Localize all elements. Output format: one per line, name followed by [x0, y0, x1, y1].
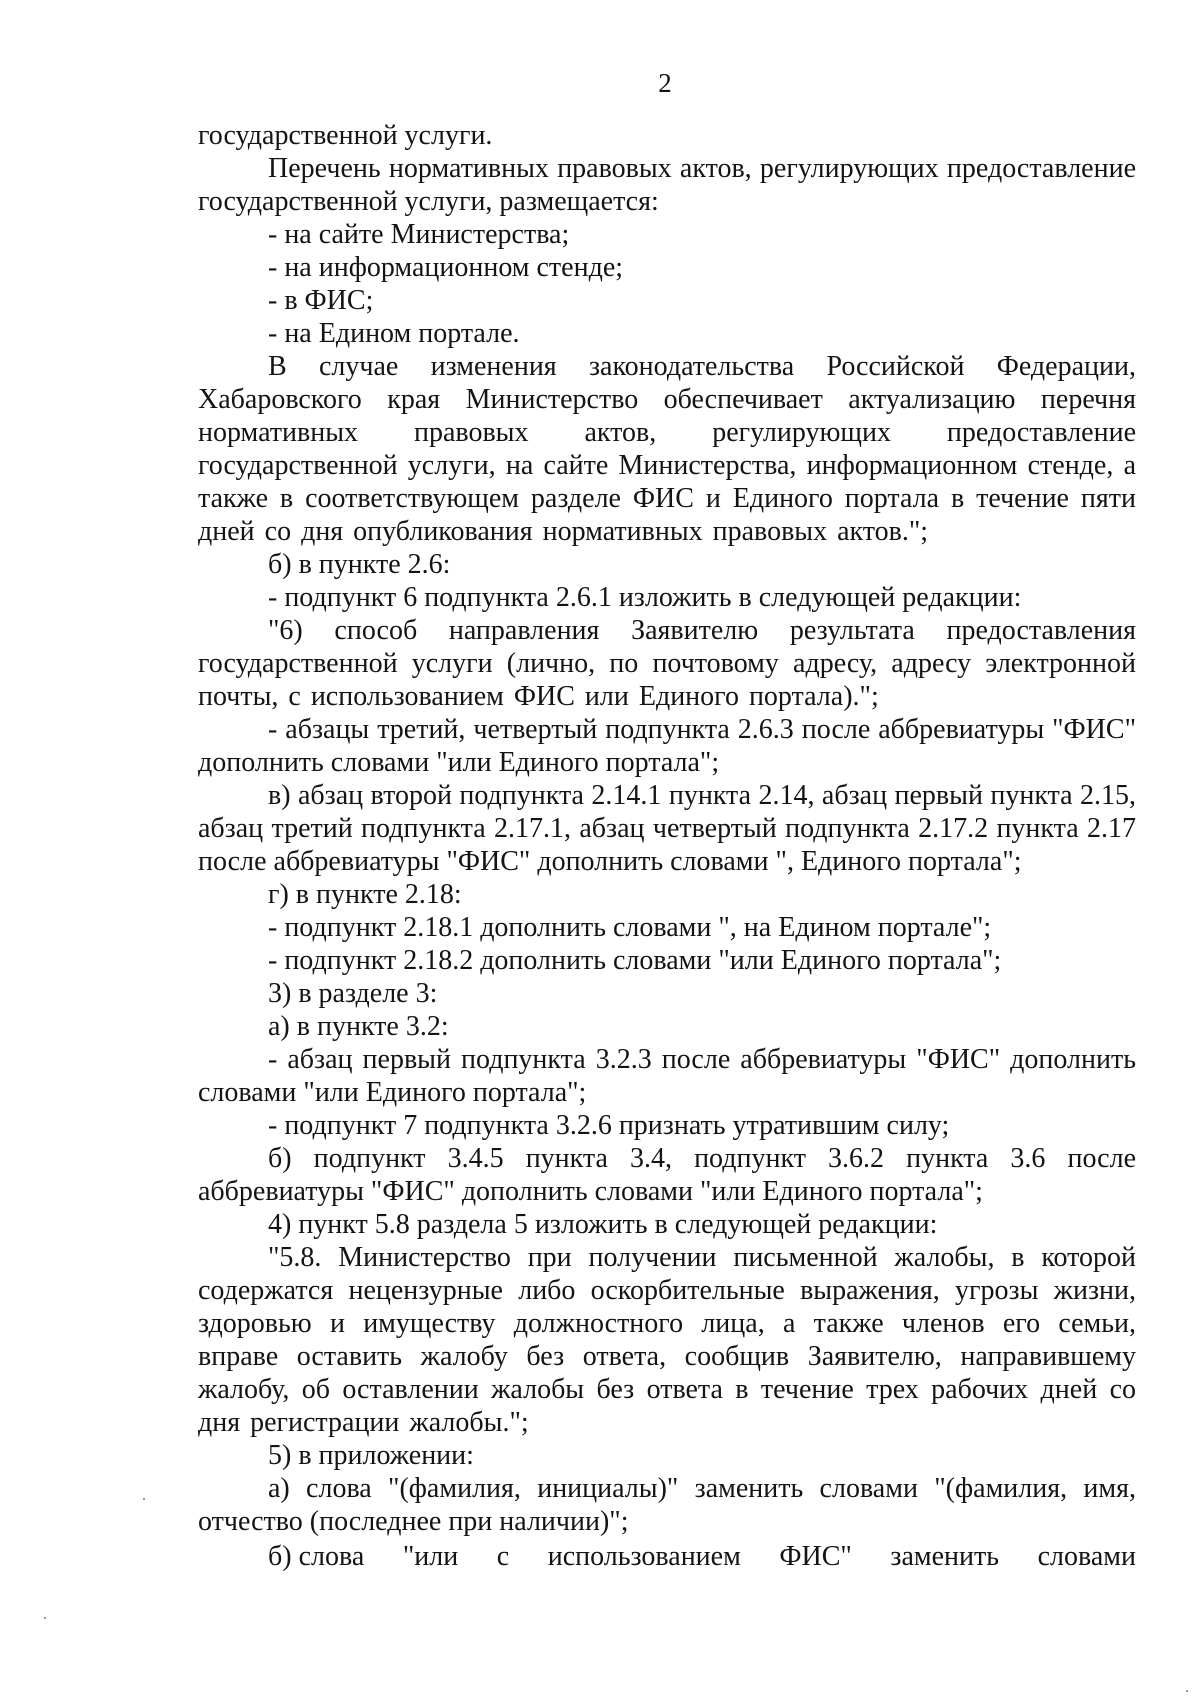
page-number: 2 [658, 68, 672, 98]
paragraph: 3) в разделе 3: [268, 978, 438, 1009]
paragraph: б) подпункт 3.4.5 пункта 3.4, подпункт 3.6.2 пункта 3.6 после аббревиатуры "ФИС" дополнить словами "или Единого портала"; [198, 1143, 1136, 1207]
paragraph: Перечень нормативных правовых актов, регулирующих предоставление государственной услуги, размещается: [198, 153, 1136, 217]
paragraph: 5) в приложении: [268, 1440, 474, 1471]
paragraph: - подпункт 2.18.1 дополнить словами ", на Едином портале"; [268, 912, 992, 943]
paragraph: а) в пункте 3.2: [268, 1011, 449, 1042]
paragraph: г) в пункте 2.18: [268, 879, 462, 910]
paragraph: 4) пункт 5.8 раздела 5 изложить в следующей редакции: [268, 1209, 938, 1240]
list-item: - на сайте Министерства; [268, 219, 570, 250]
paragraph: - абзац первый подпункта 3.2.3 после аббревиатуры "ФИС" дополнить словами "или Единого портала"; [198, 1044, 1136, 1108]
word: словами [1037, 1541, 1136, 1572]
scan-speck [143, 1498, 145, 1500]
paragraph: В случае изменения законодательства Российской Федерации, Хабаровского края Министерство обеспечивает актуализацию перечня нормативных правовых актов, регулирующих предоставление государственной услуги, на сайте Министерства, информационном стенде, а также в соответствующем разделе ФИС и Единого портала в течение пяти дней со дня опубликования нормативных правовых актов."; [198, 351, 1136, 547]
word: б) слова [268, 1541, 365, 1572]
paragraph: - подпункт 6 подпункта 2.6.1 изложить в следующей редакции: [268, 582, 1022, 613]
word: заменить [890, 1541, 999, 1572]
scan-speck [44, 1617, 46, 1619]
word: ФИС" [779, 1541, 852, 1572]
paragraph: - абзацы третий, четвертый подпункта 2.6.3 после аббревиатуры "ФИС" дополнить словами "или Единого портала"; [198, 714, 1136, 778]
document-body [198, 119, 1136, 1573]
paragraph: государственной услуги. [198, 120, 493, 151]
paragraph: "6) способ направления Заявителю результата предоставления государственной услуги (лично, по почтовому адресу, адресу электронной почты, с использованием ФИС или Единого портала)."; [198, 615, 1136, 712]
word: использованием [547, 1541, 741, 1572]
paragraph-continued [198, 1540, 1136, 1573]
word: "или [402, 1541, 459, 1572]
scan-speck [1186, 1690, 1188, 1692]
list-item: - на информационном стенде; [268, 252, 624, 283]
paragraph: - подпункт 2.18.2 дополнить словами "или Единого портала"; [268, 945, 1002, 976]
paragraph: "5.8. Министерство при получении письменной жалобы, в которой содержатся нецензурные либо оскорбительные выражения, угрозы жизни, здоровью и имуществу должностного лица, а также членов его семьи, вправе оставить жалобу без ответа, сообщив Заявителю, направившему жалобу, об оставлении жалобы без ответа в течение трех рабочих дней со дня регистрации жалобы."; [198, 1242, 1136, 1438]
list-item: - в ФИС; [268, 285, 374, 316]
paragraph: - подпункт 7 подпункта 3.2.6 признать утратившим силу; [268, 1110, 950, 1141]
paragraph: б) в пункте 2.6: [268, 549, 451, 580]
paragraph: в) абзац второй подпункта 2.14.1 пункта 2.14, абзац первый пункта 2.15, абзац третий подпункта 2.17.1, абзац четвертый подпункта 2.17.2 пункта 2.17 после аббревиатуры "ФИС" дополнить словами ", Единого портала"; [198, 780, 1136, 877]
list-item: - на Едином портале. [268, 318, 520, 349]
word: с [496, 1541, 510, 1572]
paragraph: а) слова "(фамилия, инициалы)" заменить словами "(фамилия, имя, отчество (последнее при наличии)"; [198, 1473, 1136, 1537]
